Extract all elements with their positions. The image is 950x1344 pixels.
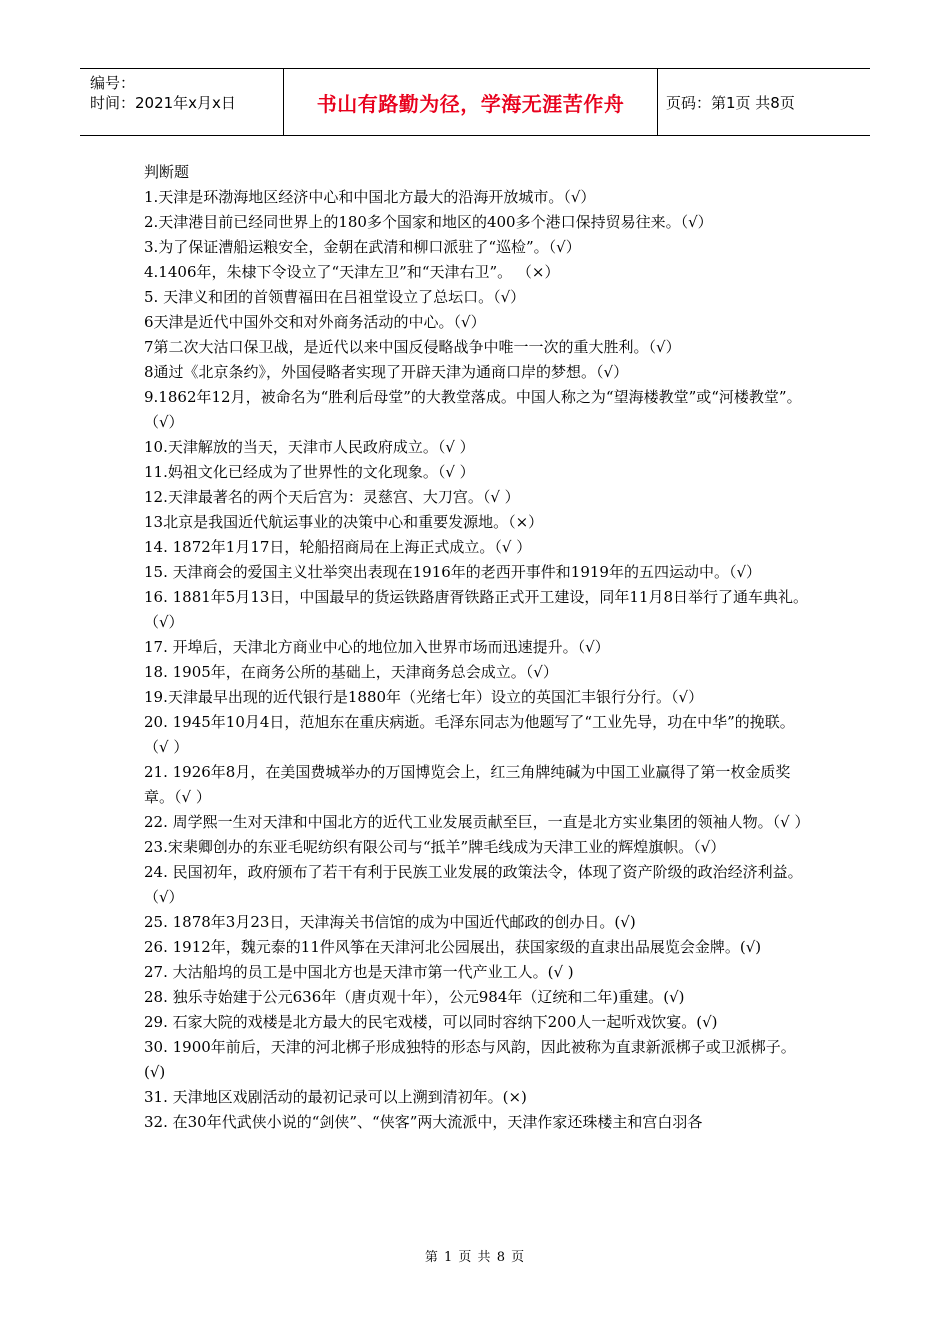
document-date: 时间：2021年x月x日 (90, 94, 236, 112)
document-body (144, 160, 810, 1135)
question-item: 7第二次大沽口保卫战，是近代以来中国反侵略战争中唯一一次的重大胜利。（√） (144, 338, 681, 356)
question-item: 32. 在30年代武侠小说的“剑侠”、“侠客”两大流派中，天津作家还珠楼主和宫白羽各 (144, 1113, 703, 1131)
question-item: 13北京是我国近代航运事业的决策中心和重要发源地。（×） (144, 513, 544, 531)
question-item: 28. 独乐寺始建于公元636年（唐贞观十年），公元984年（辽统和二年)重建。(√) (144, 988, 685, 1006)
question-item: 6天津是近代中国外交和对外商务活动的中心。（√） (144, 313, 486, 331)
question-item: 25. 1878年3月23日，天津海关书信馆的成为中国近代邮政的创办日。(√) (144, 913, 636, 931)
question-item: 21. 1926年8月，在美国费城举办的万国博览会上，红三角牌纯碱为中国工业赢得了第一枚金质奖章。（√ ） (144, 763, 791, 806)
question-item: 16. 1881年5月13日，中国最早的货运铁路唐胥铁路正式开工建设，同年11月8日举行了通车典礼。（√） (144, 588, 809, 631)
question-item: 10.天津解放的当天，天津市人民政府成立。（√ ） (144, 438, 475, 456)
document-number-label: 编号： (90, 74, 136, 92)
question-item: 1.天津是环渤海地区经济中心和中国北方最大的沿海开放城市。（√） (144, 188, 596, 206)
section-heading: 判断题 (144, 163, 190, 181)
question-item: 15. 天津商会的爱国主义壮举突出表现在1916年的老西开事件和1919年的五四运动中。（√） (144, 563, 762, 581)
question-item: 2.天津港目前已经同世界上的180多个国家和地区的400多个港口保持贸易往来。（√） (144, 213, 713, 231)
question-item: 5. 天津义和团的首领曹福田在吕祖堂设立了总坛口。（√） (144, 288, 526, 306)
question-item: 23.宋棐卿创办的东亚毛呢纺织有限公司与“抵羊”牌毛线成为天津工业的辉煌旗帜。（√） (144, 838, 726, 856)
question-item: 27. 大沽船坞的员工是中国北方也是天津市第一代产业工人。(√ ) (144, 963, 574, 981)
question-list (144, 185, 810, 1135)
question-item: 12.天津最著名的两个天后宫为：灵慈宫、大刀宫。（√ ） (144, 488, 520, 506)
question-item: 22. 周学熙一生对天津和中国北方的近代工业发展贡献至巨，一直是北方实业集团的领袖人物。（√ ） (144, 813, 810, 831)
question-item: 18. 1905年，在商务公所的基础上，天津商务总会成立。（√） (144, 663, 558, 681)
question-item: 26. 1912年，魏元泰的11件风筝在天津河北公园展出，获国家级的直隶出品展览会金牌。(√) (144, 938, 762, 956)
question-item: 31. 天津地区戏剧活动的最初记录可以上溯到清初年。(×) (144, 1088, 527, 1106)
question-item: 19.天津最早出现的近代银行是1880年（光绪七年）设立的英国汇丰银行分行。（√） (144, 688, 704, 706)
question-item: 20. 1945年10月4日，范旭东在重庆病逝。毛泽东同志为他题写了“工业先导，功在中华”的挽联。（√ ） (144, 713, 795, 756)
question-item: 4.1406年，朱棣下令设立了“天津左卫”和“天津右卫”。 （×） (144, 263, 560, 281)
question-item: 29. 石家大院的戏楼是北方最大的民宅戏楼，可以同时容纳下200人一起听戏饮宴。(√) (144, 1013, 718, 1031)
header-page-info: 页码：第1页 共8页 (666, 93, 795, 112)
question-item: 8通过《北京条约》，外国侵略者实现了开辟天津为通商口岸的梦想。（√） (144, 363, 629, 381)
header-motto: 书山有路勤为径，学海无涯苦作舟 (284, 69, 658, 135)
question-item: 14. 1872年1月17日，轮船招商局在上海正式成立。（√ ） (144, 538, 532, 556)
question-item: 24. 民国初年，政府颁布了若干有利于民族工业发展的政策法令，体现了资产阶级的政治经济利益。（√） (144, 863, 803, 906)
page-header (80, 68, 870, 136)
question-item: 9.1862年12月，被命名为“胜利后母堂”的大教堂落成。中国人称之为“望海楼教堂”或“河楼教堂”。（√） (144, 388, 802, 431)
header-meta (80, 69, 284, 135)
question-item: 30. 1900年前后，天津的河北梆子形成独特的形态与风韵，因此被称为直隶新派梆子或卫派梆子。(√) (144, 1038, 796, 1081)
question-item: 17. 开埠后，天津北方商业中心的地位加入世界市场而迅速提升。（√） (144, 638, 610, 656)
question-item: 3.为了保证漕船运粮安全，金朝在武清和柳口派驻了“巡检”。（√） (144, 238, 581, 256)
question-item: 11.妈祖文化已经成为了世界性的文化现象。（√ ） (144, 463, 475, 481)
page-footer: 第 1 页 共 8 页 (424, 1250, 526, 1265)
